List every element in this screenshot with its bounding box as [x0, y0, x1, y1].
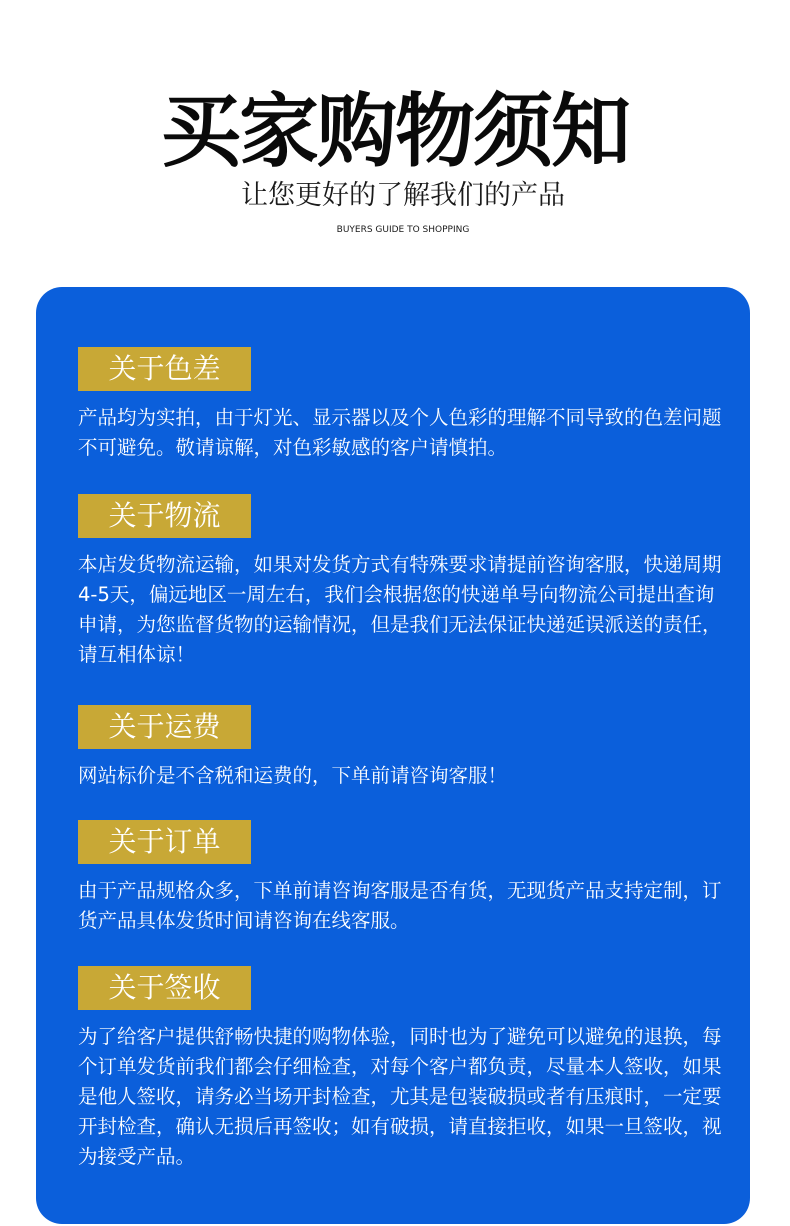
page-subtitle: 让您更好的了解我们的产品 [241, 180, 565, 211]
page-title: 买家购物须知 [161, 85, 629, 178]
section-text: 网站标价是不含税和运费的，下单前请咨询客服！ [78, 764, 508, 787]
section-text: 为了给客户提供舒畅快捷的购物体验，同时也为了避免可以避免的退换，每个订单发货前我们都会仔细检查，对每个客户都负责，尽量本人签收，如果是他人签收，请务必当场开封检查，尤其是包装破损或者有压痕时，一定要开封检查，确认无损后再签收；如有破损，请直接拒收，如果一旦签收，视为接受产品。 [78, 1025, 722, 1168]
section-shipping-fee [78, 705, 728, 791]
section-text: 产品均为实拍，由于灯光、显示器以及个人色彩的理解不同导致的色差问题不可避免。敬请谅解，对色彩敏感的客户请慎拍。 [78, 406, 722, 459]
notice-panel [36, 287, 750, 1224]
page-tagline: BUYERS GUIDE TO SHOPPING [336, 225, 470, 235]
section-orders [78, 820, 728, 936]
section-text: 本店发货物流运输，如果对发货方式有特殊要求请提前咨询客服，快递周期4-5天，偏远地区一周左右，我们会根据您的快递单号向物流公司提出查询申请，为您监督货物的运输情况，但是我们无法保证快递延误派送的责任，请互相体谅！ [78, 553, 722, 666]
section-heading: 关于运费 [78, 705, 251, 749]
section-heading: 关于色差 [78, 347, 251, 391]
section-heading: 关于签收 [78, 966, 251, 1010]
section-color-difference [78, 347, 728, 463]
section-text: 由于产品规格众多，下单前请咨询客服是否有货，无现货产品支持定制，订货产品具体发货时间请咨询在线客服。 [78, 879, 722, 932]
section-heading: 关于订单 [78, 820, 251, 864]
section-heading: 关于物流 [78, 494, 251, 538]
section-receipt [78, 966, 728, 1172]
section-logistics [78, 494, 728, 670]
